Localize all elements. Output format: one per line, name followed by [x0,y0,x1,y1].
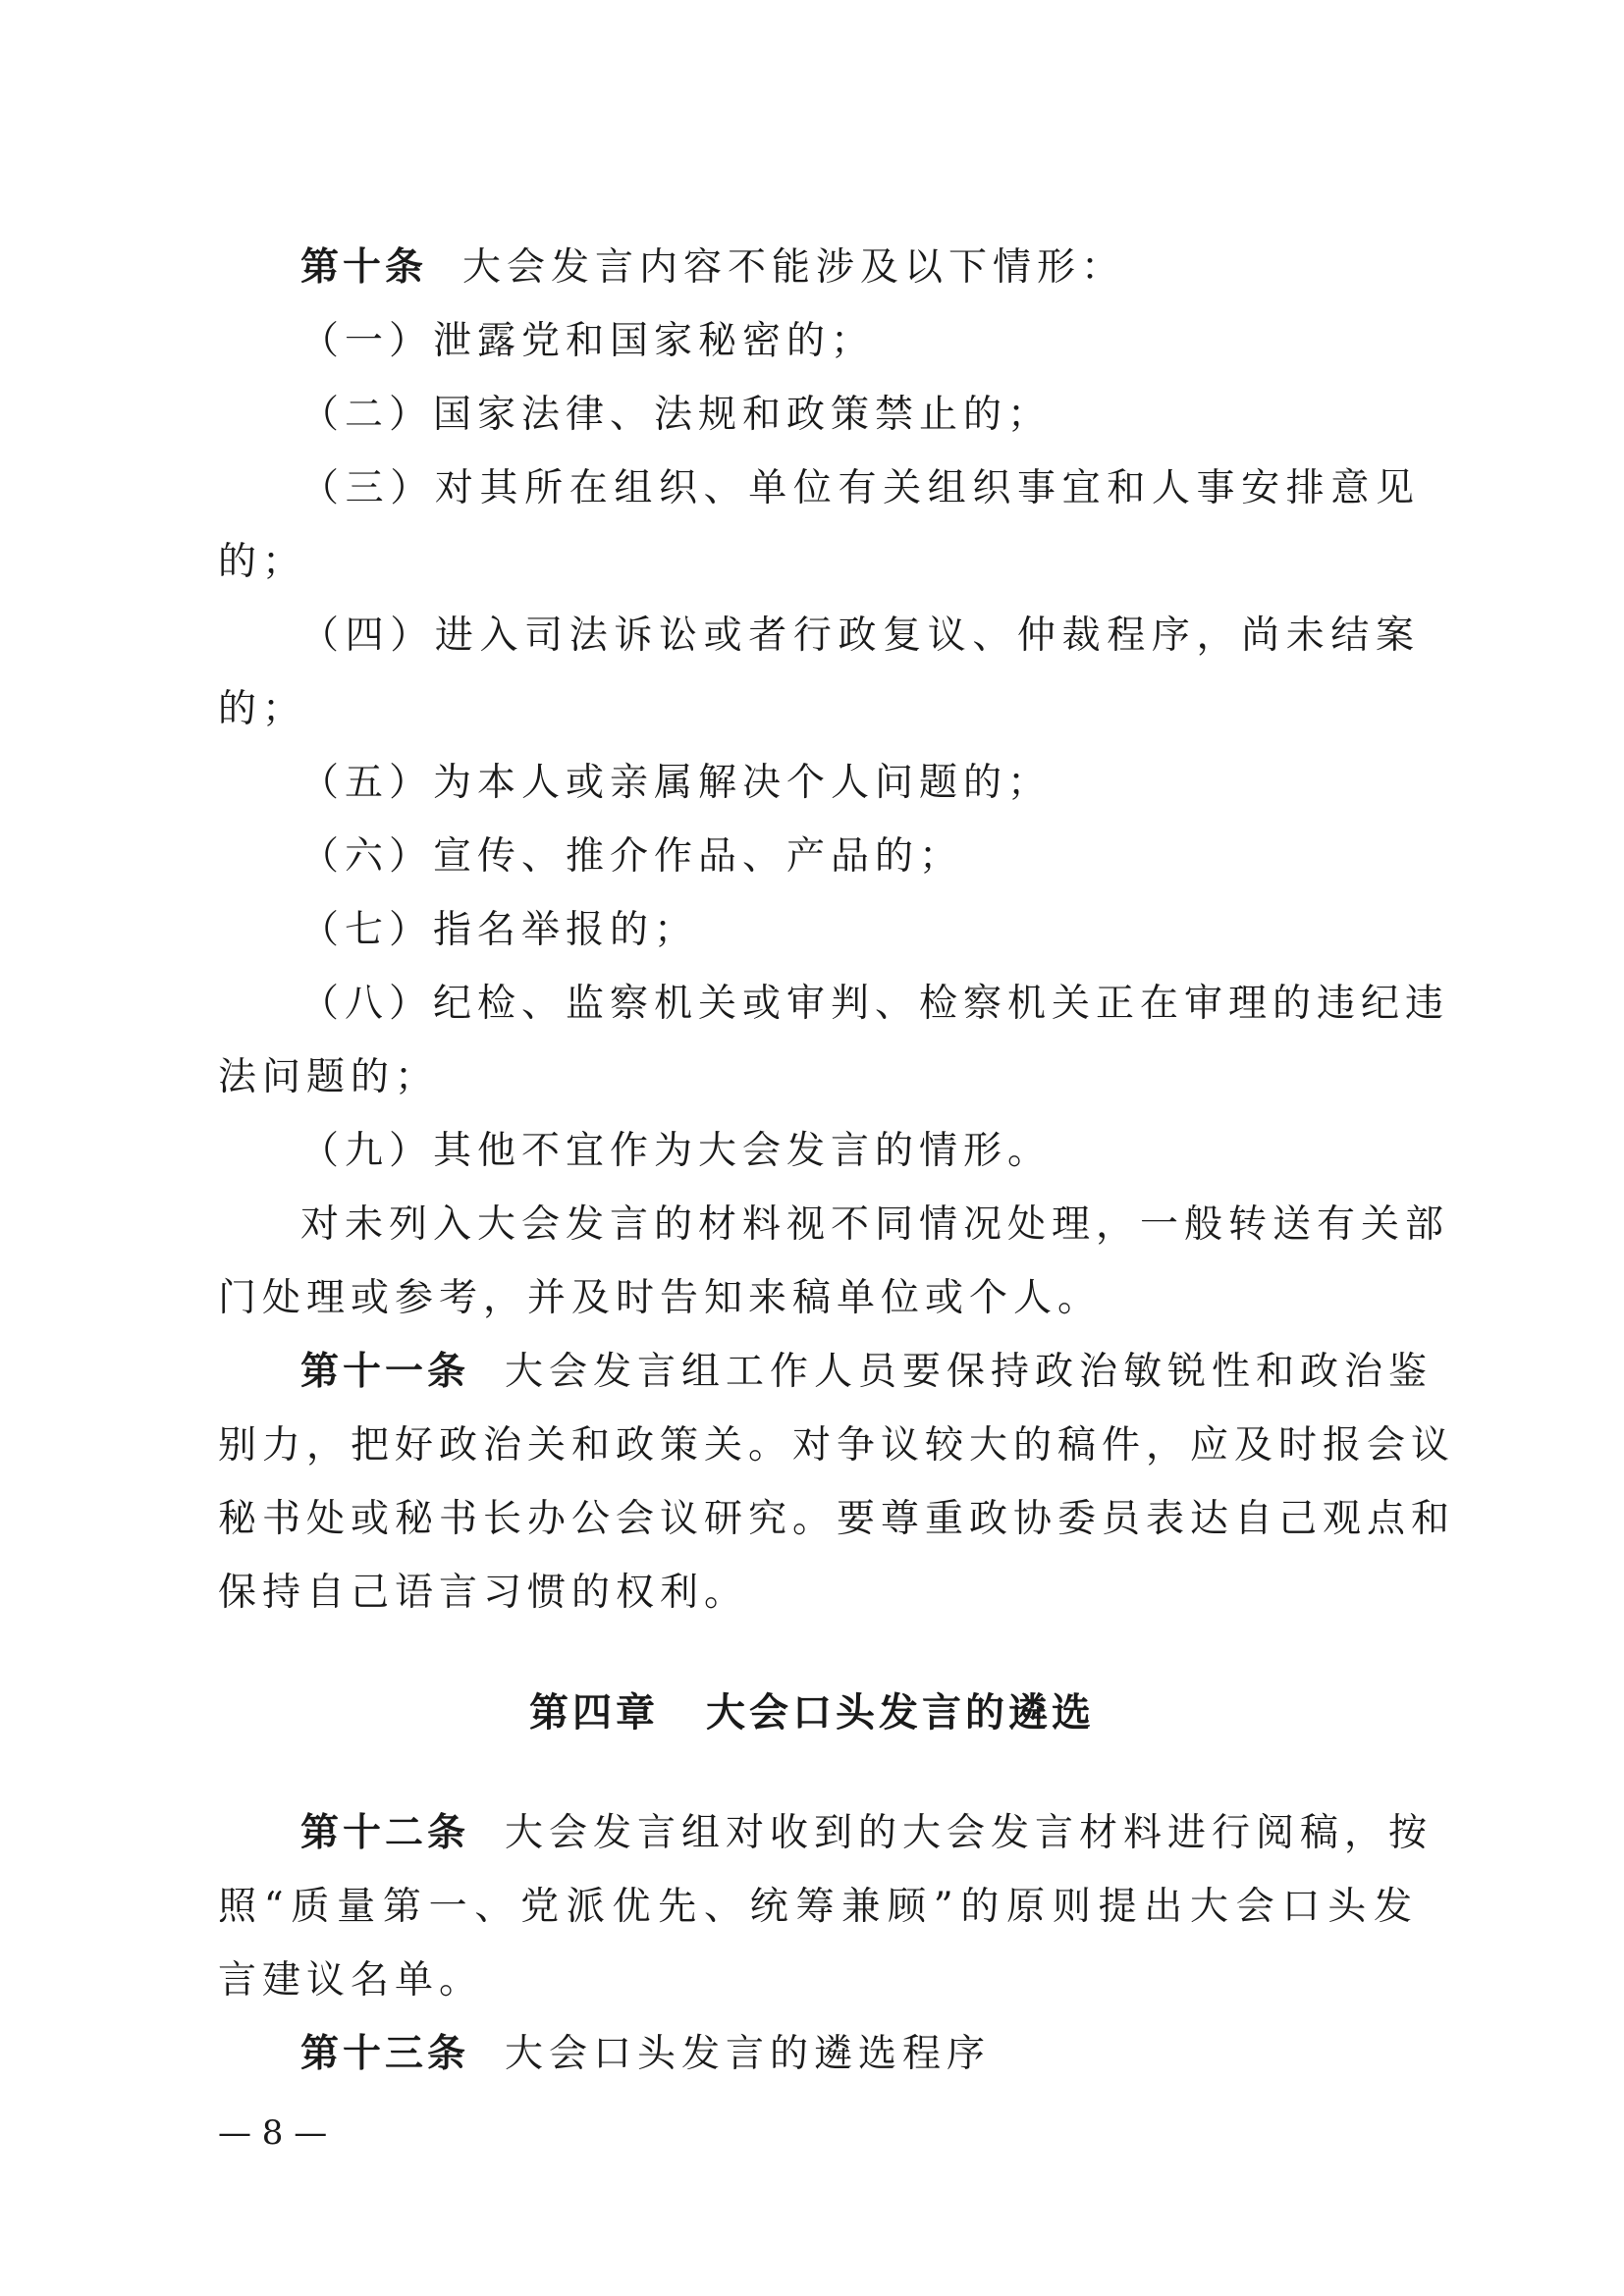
list-item: （六）宣传、推介作品、产品的； [300,834,964,879]
article-text: 大会发言组对收到的大会发言材料进行阅稿，按 [505,1811,1434,1855]
chapter-number: 第四章 [529,1690,659,1735]
article-label: 第十条 [300,245,428,290]
paragraph-line: 秘书处或秘书长办公会议研究。要尊重政协委员表达自己观点和 [218,1497,1456,1541]
list-item: （一）泄露党和国家秘密的； [300,319,876,363]
article-label: 第十一条 [300,1350,470,1394]
article-10-heading [300,239,1420,297]
paragraph-line: 门处理或参考，并及时告知来稿单位或个人。 [218,1276,1103,1320]
paragraph-line: 言建议名单。 [218,1958,484,2002]
paragraph-line: 保持自己语言习惯的权利。 [218,1571,749,1615]
list-item: （四）进入司法诉讼或者行政复议、仲裁程序，尚未结案 [300,614,1420,658]
list-item: （七）指名举报的； [300,908,699,952]
article-label: 第十三条 [300,2032,470,2076]
page-number: — 8 — [218,2113,328,2153]
list-item: （三）对其所在组织、单位有关组织事宜和人事安排意见 [300,466,1420,510]
article-text: 大会发言组工作人员要保持政治敏锐性和政治鉴 [505,1350,1434,1394]
article-text: 大会口头发言的遴选程序 [505,2032,992,2076]
list-item: （八）纪检、监察机关或审判、检察机关正在审理的违纪违 [300,982,1450,1026]
article-13-heading [300,2025,1420,2084]
chapter-title: 大会口头发言的遴选 [706,1690,1095,1735]
article-12-heading [300,1804,1434,1863]
paragraph-line: 照“质量第一、党派优先、统筹兼顾”的原则提出大会口头发 [218,1885,1418,1929]
paragraph-line: 对未列入大会发言的材料视不同情况处理，一般转送有关部 [300,1202,1450,1247]
chapter-heading [0,1683,1624,1742]
list-item: （五）为本人或亲属解决个人问题的； [300,761,1053,805]
article-label: 第十二条 [300,1811,470,1855]
list-item-continuation: 的； [218,687,307,731]
list-item: （九）其他不宜作为大会发言的情形。 [300,1129,1053,1173]
list-item: （二）国家法律、法规和政策禁止的； [300,393,1053,437]
list-item-continuation: 法问题的； [218,1055,440,1099]
paragraph-line: 别力，把好政治关和政策关。对争议较大的稿件，应及时报会议 [218,1423,1456,1468]
list-item-continuation: 的； [218,540,307,584]
article-11-heading [300,1343,1434,1402]
article-text: 大会发言内容不能涉及以下情形： [462,245,1126,290]
